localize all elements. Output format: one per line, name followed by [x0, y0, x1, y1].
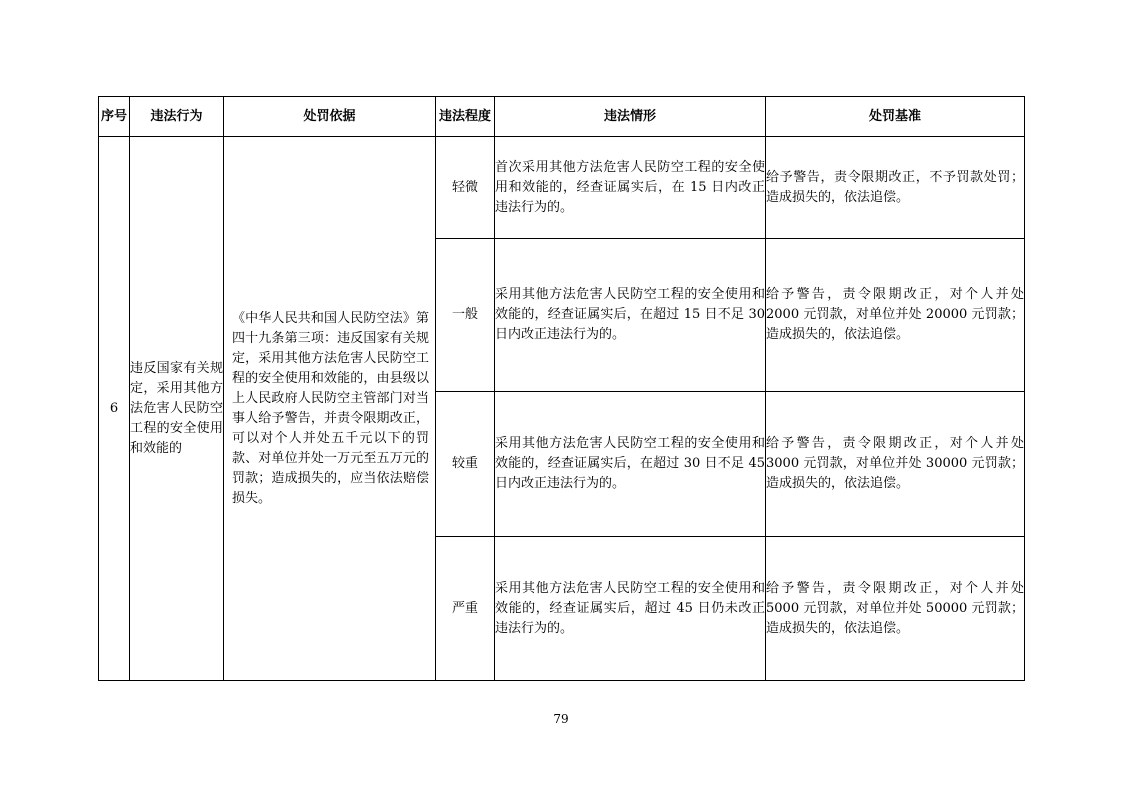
seq-cell: 6	[99, 137, 130, 681]
circumstance-cell: 采用其他方法危害人民防空工程的安全使用和效能的，经查证属实后，在超过 15 日不足 30 日内改正违法行为的。	[495, 239, 766, 392]
degree-cell: 严重	[436, 537, 495, 681]
header-seq: 序号	[99, 97, 130, 137]
table-header-row	[99, 97, 1025, 137]
page-number: 79	[553, 712, 569, 726]
header-degree: 违法程度	[436, 97, 495, 137]
penalty-standard-cell: 给予警告，责令限期改正，对个人并处 2000 元罚款，对单位并处 20000 元罚款；造成损失的，依法追偿。	[766, 239, 1025, 392]
penalty-standard-cell: 给予警告，责令限期改正，对个人并处 3000 元罚款，对单位并处 30000 元罚款；造成损失的，依法追偿。	[766, 392, 1025, 537]
penalty-standard-cell: 给予警告，责令限期改正，不予罚款处罚；造成损失的，依法追偿。	[766, 137, 1025, 239]
circumstance-cell: 首次采用其他方法危害人民防空工程的安全使用和效能的，经查证属实后，在 15 日内改正违法行为的。	[495, 137, 766, 239]
header-penalty-basis: 处罚依据	[224, 97, 436, 137]
penalty-standard-cell: 给予警告，责令限期改正，对个人并处 5000 元罚款，对单位并处 50000 元罚款；造成损失的，依法追偿。	[766, 537, 1025, 681]
header-illegal-act: 违法行为	[130, 97, 224, 137]
degree-cell: 较重	[436, 392, 495, 537]
table-row	[99, 137, 1025, 239]
degree-cell: 轻微	[436, 137, 495, 239]
penalty-basis-cell: 《中华人民共和国人民防空法》第四十九条第三项：违反国家有关规定，采用其他方法危害人民防空工程的安全使用和效能的，由县级以上人民政府人民防空主管部门对当事人给予警告，并责令限期改正，可以对个人并处五千元以下的罚款、对单位并处一万元至五万元的罚款；造成损失的，应当依法赔偿损失。	[224, 137, 436, 681]
circumstance-cell: 采用其他方法危害人民防空工程的安全使用和效能的，经查证属实后，超过 45 日仍未改正违法行为的。	[495, 537, 766, 681]
penalty-standards-table	[98, 96, 1025, 681]
circumstance-cell: 采用其他方法危害人民防空工程的安全使用和效能的，经查证属实后，在超过 30 日不足 45 日内改正违法行为的。	[495, 392, 766, 537]
header-circumstance: 违法情形	[495, 97, 766, 137]
degree-cell: 一般	[436, 239, 495, 392]
header-penalty-standard: 处罚基准	[766, 97, 1025, 137]
illegal-act-cell: 违反国家有关规定，采用其他方法危害人民防空工程的安全使用和效能的	[130, 137, 224, 681]
